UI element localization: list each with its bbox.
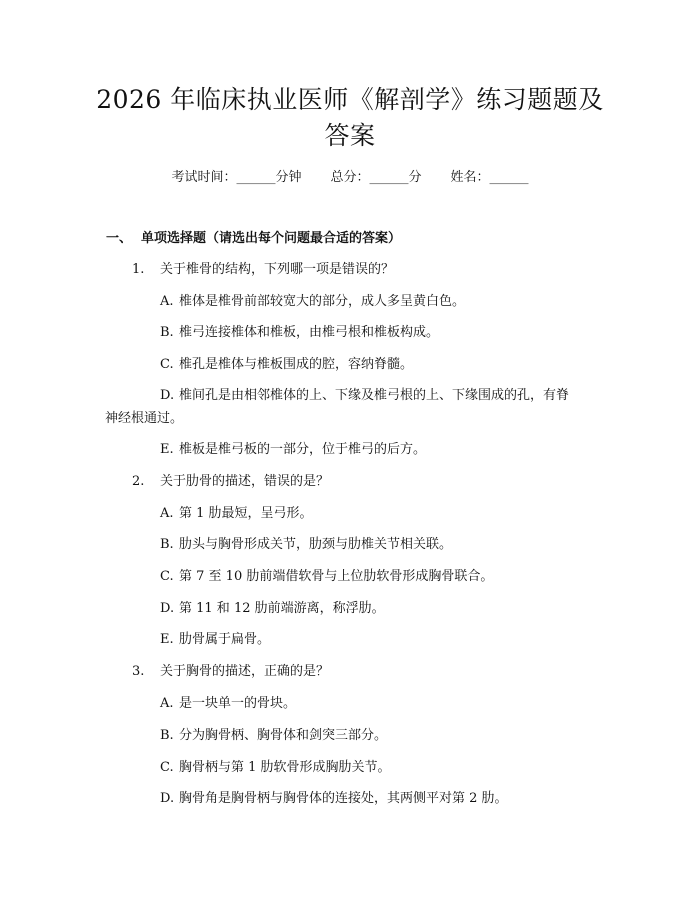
option-2a — [160, 504, 313, 524]
option-text: 胸骨柄与第 1 肋软骨形成胸肋关节。 — [179, 760, 391, 775]
option-label: E. — [160, 442, 174, 457]
question-text: 关于椎骨的结构，下列哪一项是错误的？ — [160, 262, 395, 277]
option-text: 第 11 和 12 肋前端游离，称浮肋。 — [179, 601, 385, 616]
question-1 — [132, 260, 394, 280]
option-text: 椎板是椎弓板的一部分，位于椎弓的后方。 — [179, 442, 427, 457]
option-label: B. — [160, 537, 174, 552]
exam-time: 考试时间：______分钟 — [171, 170, 302, 185]
option-2d — [160, 599, 385, 619]
option-1d-continued — [105, 409, 183, 429]
option-text: 第 1 肋最短，呈弓形。 — [179, 506, 313, 521]
section-heading: 一、 单项选择题（请选出每个问题最合适的答案） — [106, 231, 402, 246]
option-1c — [160, 355, 413, 375]
exam-score: 总分：______分 — [330, 170, 422, 185]
option-text: 是一块单一的骨块。 — [179, 696, 297, 711]
option-text-line-1: 椎间孔是由相邻椎体的上、下缘及椎弓根的上、下缘围成的孔，有脊 — [179, 388, 570, 403]
option-2b — [160, 535, 452, 555]
option-label: A. — [160, 696, 174, 711]
option-text: 胸骨角是胸骨柄与胸骨体的连接处，其两侧平对第 2 肋。 — [179, 791, 508, 806]
option-text: 肋头与胸骨形成关节，肋颈与肋椎关节相关联。 — [179, 537, 453, 552]
option-text: 第 7 至 10 肋前端借软骨与上位肋软骨形成胸骨联合。 — [179, 569, 494, 584]
option-3b — [160, 726, 387, 746]
question-number: 3. — [132, 664, 145, 679]
exam-meta — [0, 168, 700, 188]
option-1d — [160, 386, 569, 406]
option-text: 椎孔是椎体与椎板围成的腔，容纳脊髓。 — [179, 357, 414, 372]
option-label: C. — [160, 357, 174, 372]
option-label: B. — [160, 728, 174, 743]
exam-name: 姓名：______ — [450, 170, 529, 185]
option-text: 分为胸骨柄、胸骨体和剑突三部分。 — [179, 728, 388, 743]
option-text: 椎体是椎骨前部较宽大的部分，成人多呈黄白色。 — [179, 294, 466, 309]
option-2c — [160, 567, 493, 587]
title-line-2: 答案 — [324, 121, 376, 150]
question-text: 关于胸骨的描述，正确的是？ — [160, 664, 330, 679]
option-3c — [160, 758, 391, 778]
option-label: D. — [160, 388, 175, 403]
option-1e — [160, 440, 426, 460]
option-label: A. — [160, 294, 174, 309]
option-label: C. — [160, 760, 174, 775]
title-line-1: 2026 年临床执业医师《解剖学》练习题题及 — [96, 85, 604, 114]
question-2 — [132, 472, 329, 492]
option-label: C. — [160, 569, 174, 584]
question-number: 1. — [132, 262, 145, 277]
option-3d — [160, 789, 508, 809]
question-text: 关于肋骨的描述，错误的是？ — [160, 474, 330, 489]
question-3 — [132, 662, 329, 682]
option-label: A. — [160, 506, 174, 521]
option-text: 肋骨属于扁骨。 — [179, 632, 271, 647]
document-title — [90, 82, 610, 154]
option-label: B. — [160, 325, 174, 340]
option-2e — [160, 630, 270, 650]
option-text: 椎弓连接椎体和椎板，由椎弓根和椎板构成。 — [179, 325, 440, 340]
option-1a — [160, 292, 465, 312]
option-label: D. — [160, 601, 175, 616]
option-label: E. — [160, 632, 174, 647]
option-1b — [160, 323, 439, 343]
option-3a — [160, 694, 296, 714]
question-number: 2. — [132, 474, 145, 489]
option-text-line-2: 神经根通过。 — [105, 411, 184, 426]
option-label: D. — [160, 791, 175, 806]
